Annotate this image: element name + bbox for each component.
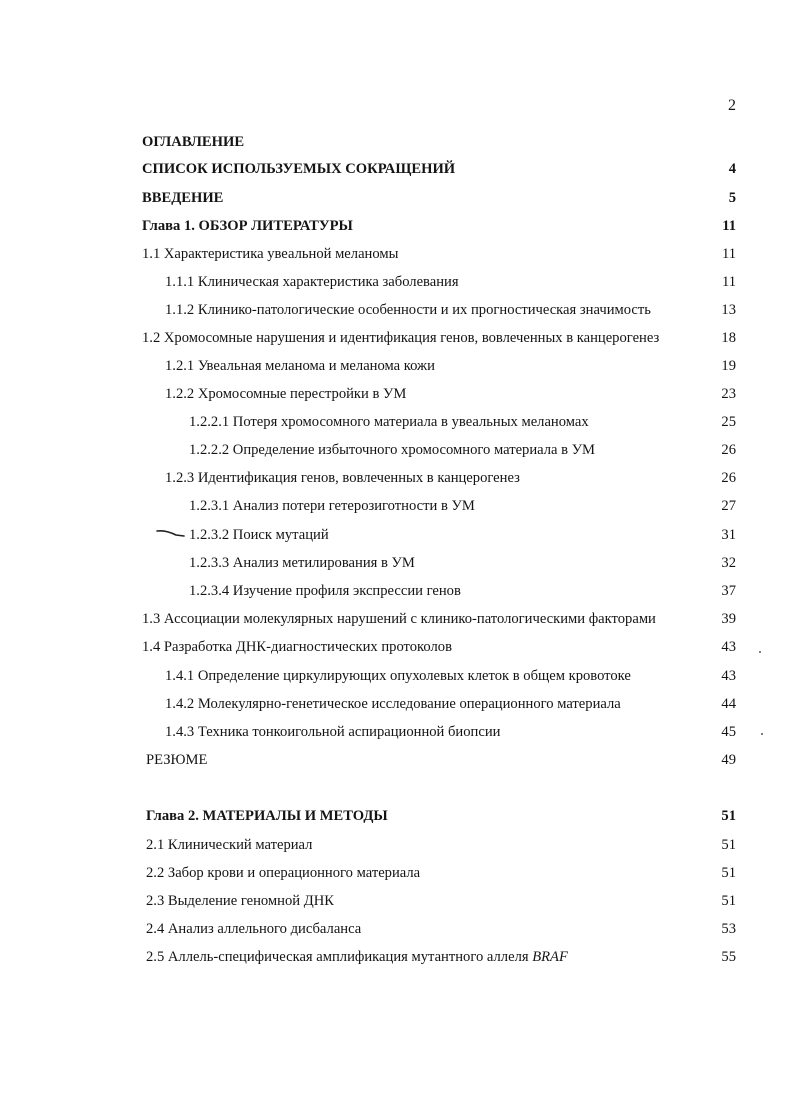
toc-entry-title: 2.4 Анализ аллельного дисбаланса [146, 921, 362, 937]
toc-entry-title: 1.2.3.3 Анализ метилирования в УМ [189, 555, 415, 571]
toc-entry[interactable] [0, 271, 793, 293]
scan-speck [761, 733, 763, 735]
toc-entry[interactable] [0, 552, 793, 574]
toc-entry-title: 1.4.1 Определение циркулирующих опухолевых клеток в общем кровотоке [165, 668, 631, 684]
toc-entry[interactable] [0, 693, 793, 715]
table-of-contents [0, 128, 793, 778]
toc-entry-title: ВВЕДЕНИЕ [142, 190, 224, 206]
scan-speck [759, 651, 761, 653]
toc-entry-title: 1.2.3 Идентификация генов, вовлеченных в канцерогенез [165, 470, 520, 486]
toc-entry-title: 1.4.2 Молекулярно-генетическое исследование операционного материала [165, 696, 621, 712]
toc-entry-title: 1.2.3.4 Изучение профиля экспрессии генов [189, 583, 461, 599]
toc-entry-page: 26 [721, 442, 736, 458]
toc-entry-title [146, 946, 568, 968]
toc-entry-page: 53 [721, 921, 736, 937]
toc-heading [0, 131, 793, 153]
toc-entry-page: 51 [721, 837, 736, 853]
toc-entry[interactable] [0, 299, 793, 321]
toc-entry-page: 55 [721, 949, 736, 965]
toc-entry[interactable] [0, 215, 793, 237]
toc-entry[interactable] [0, 636, 793, 658]
toc-entry-title: 1.2.3.2 Поиск мутаций [189, 527, 329, 543]
toc-entry[interactable] [0, 243, 793, 265]
table-of-contents-chapter-2 [0, 805, 793, 975]
toc-entry-page: 45 [721, 724, 736, 740]
toc-entry[interactable] [0, 721, 793, 743]
toc-entry-page: 11 [722, 218, 736, 234]
toc-entry-title: 1.2.2 Хромосомные перестройки в УМ [165, 386, 407, 402]
toc-entry-title: 1.2 Хромосомные нарушения и идентификация генов, вовлеченных в канцерогенез [142, 330, 660, 346]
toc-entry[interactable] [0, 862, 793, 884]
toc-entry-title: 1.1.2 Клинико-патологические особенности и их прогностическая значимость [165, 302, 651, 318]
page-number: 2 [728, 97, 736, 114]
toc-entry[interactable] [0, 946, 793, 968]
toc-entry-page: 49 [721, 752, 736, 768]
toc-entry-title: 1.2.2.2 Определение избыточного хромосомного материала в УМ [189, 442, 596, 458]
toc-entry-page: 11 [721, 246, 736, 262]
toc-entry[interactable] [0, 439, 793, 461]
toc-entry[interactable] [0, 524, 793, 546]
toc-entry-page: 44 [721, 696, 736, 712]
toc-entry-title: 1.4 Разработка ДНК-диагностических протоколов [142, 639, 452, 655]
toc-entry[interactable] [0, 834, 793, 856]
toc-entry-page: 32 [721, 555, 736, 571]
toc-entry-page: 31 [721, 527, 736, 543]
toc-entry-page: 43 [721, 668, 736, 684]
toc-entry-title: 1.1 Характеристика увеальной меланомы [142, 246, 399, 262]
toc-entry-page: 26 [721, 470, 736, 486]
toc-entry-page: 5 [728, 190, 736, 206]
toc-entry[interactable] [0, 327, 793, 349]
toc-entry-title: 1.4.3 Техника тонкоигольной аспирационной биопсии [165, 724, 501, 740]
toc-entry-page: 18 [721, 330, 736, 346]
toc-entry-page: 11 [721, 274, 736, 290]
toc-entry-page: 13 [721, 302, 736, 318]
toc-entry-title: 2.1 Клинический материал [146, 837, 313, 853]
toc-entry-title: 1.1.1 Клиническая характеристика заболевания [165, 274, 459, 290]
toc-entry-page: 37 [721, 583, 736, 599]
toc-entry[interactable] [0, 158, 793, 180]
toc-entry[interactable] [0, 749, 793, 771]
toc-entry[interactable] [0, 383, 793, 405]
toc-entry-page: 43 [721, 639, 736, 655]
toc-entry-title: 1.2.3.1 Анализ потери гетерозиготности в УМ [189, 498, 475, 514]
toc-entry-page: 51 [721, 808, 736, 824]
toc-entry[interactable] [0, 187, 793, 209]
toc-entry-title: Глава 2. МАТЕРИАЛЫ И МЕТОДЫ [146, 808, 388, 824]
toc-entry-title: РЕЗЮМЕ [146, 752, 208, 768]
toc-entry[interactable] [0, 890, 793, 912]
toc-entry-title: СПИСОК ИСПОЛЬЗУЕМЫХ СОКРАЩЕНИЙ [142, 161, 456, 177]
toc-entry-title: 1.2.1 Увеальная меланома и меланома кожи [165, 358, 435, 374]
toc-entry-page: 51 [721, 893, 736, 909]
toc-entry[interactable] [0, 355, 793, 377]
toc-entry-page: 19 [721, 358, 736, 374]
toc-entry-title-italic: BRAF [532, 949, 568, 965]
toc-entry[interactable] [0, 411, 793, 433]
toc-entry-title-prefix: 2.5 Аллель-специфическая амплификация мутантного аллеля [146, 949, 533, 965]
toc-entry[interactable] [0, 467, 793, 489]
pen-stroke-mark [156, 528, 186, 540]
toc-entry[interactable] [0, 805, 793, 827]
toc-entry-page: 51 [721, 865, 736, 881]
toc-entry[interactable] [0, 608, 793, 630]
toc-entry-page: 27 [721, 498, 736, 514]
toc-entry-page: 39 [721, 611, 736, 627]
toc-entry-title: Глава 1. ОБЗОР ЛИТЕРАТУРЫ [142, 218, 353, 234]
toc-entry-page: 4 [728, 161, 736, 177]
toc-entry[interactable] [0, 580, 793, 602]
toc-entry-page: 25 [721, 414, 736, 430]
toc-entry[interactable] [0, 495, 793, 517]
toc-entry-title: 2.3 Выделение геномной ДНК [146, 893, 334, 909]
toc-entry-page: 23 [721, 386, 736, 402]
toc-entry[interactable] [0, 665, 793, 687]
toc-entry-title: 2.2 Забор крови и операционного материала [146, 865, 421, 881]
toc-entry-title: 1.3 Ассоциации молекулярных нарушений с клинико-патологическими факторами [142, 611, 656, 627]
toc-heading-text: ОГЛАВЛЕНИЕ [142, 134, 245, 150]
toc-entry[interactable] [0, 918, 793, 940]
toc-entry-title: 1.2.2.1 Потеря хромосомного материала в увеальных меланомах [189, 414, 589, 430]
